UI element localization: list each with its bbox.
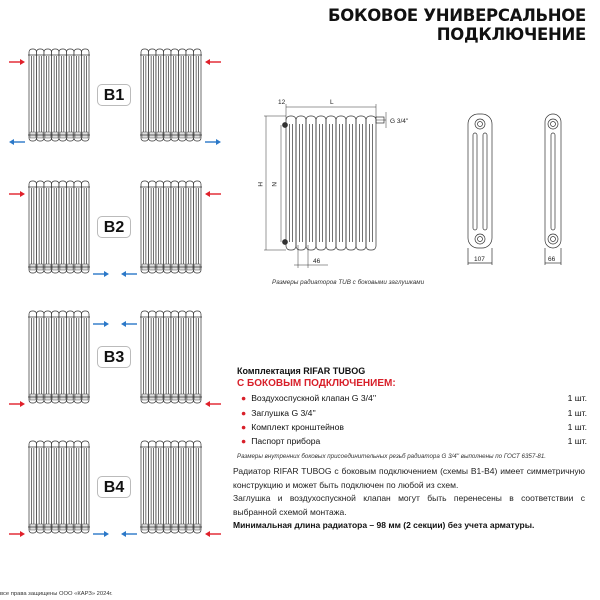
radiator-left-b1 [27,48,91,142]
dim-length: L [330,99,334,106]
bullet-icon: ● [241,393,247,404]
return-arrow-icon [93,314,109,320]
radiator-left-b2 [27,180,91,274]
bullet-icon: ● [241,436,247,447]
scheme-label: B2 [97,216,131,238]
supply-arrow-icon [9,524,25,530]
radiator-left-b3 [27,310,91,404]
dim-offset: 12 [278,99,286,106]
kit-item-qty: 1 шт. [567,436,587,447]
dim-height: H [256,182,263,187]
return-arrow-icon [205,132,221,138]
kit-note: Размеры внутренних боковых присоединительных резьб радиатора G 3/4'' выполнены по ГОСТ 6357-81. [237,453,546,461]
scheme-label: B3 [97,346,131,368]
kit-item: ● Комплект кронштейнов 1 шт. [241,421,587,432]
kit-item-qty: 1 шт. [567,421,587,432]
page-title: БОКОВОЕ УНИВЕРСАЛЬНОЕ ПОДКЛЮЧЕНИЕ [328,6,586,44]
kit-subheading: С БОКОВЫМ ПОДКЛЮЧЕНИЕМ: [237,378,396,389]
kit-item: ● Воздухоспускной клапан G 3/4'' 1 шт. [241,393,587,404]
dimension-lines [264,104,386,268]
scheme-label: B1 [97,84,131,106]
copyright: все права защищены ООО «КАРЗ» 2024г. [0,591,113,597]
kit-contents [237,366,587,460]
kit-item: ● Паспорт прибора 1 шт. [241,436,587,447]
supply-arrow-icon [205,184,221,190]
supply-arrow-icon [9,394,25,400]
bullet-icon: ● [241,421,247,432]
supply-arrow-icon [205,52,221,58]
radiator-right-b3 [139,310,203,404]
return-arrow-icon [121,524,137,530]
kit-item-qty: 1 шт. [567,407,587,418]
return-arrow-icon [121,314,137,320]
drawing-caption: Размеры радиаторов TUB с боковыми заглушками [272,279,425,286]
supply-arrow-icon [9,184,25,190]
return-arrow-icon [121,264,137,270]
supply-arrow-icon [205,394,221,400]
radiator-right-b1 [139,48,203,142]
radiator-right-b2 [139,180,203,274]
supply-arrow-icon [9,52,25,58]
kit-item: ● Заглушка G 3/4'' 1 шт. [241,407,587,418]
thread-size: G 3/4'' [390,118,409,125]
supply-arrow-icon [205,524,221,530]
dim-depth-3: 107 [474,256,485,263]
dimension-drawing [250,90,600,278]
radiator-left-b4 [27,440,91,534]
radiator-side-view-3-column [468,114,561,265]
radiator-right-b4 [139,440,203,534]
kit-heading: Комплектация RIFAR TUBOG [237,366,366,376]
radiator-front-view [283,116,385,250]
description: Радиатор RIFAR TUBOG с боковым подключением (схемы B1-B4) имеет симметричную конструкцию и может быть подключен по любой из схем. Заглушка и воздухоспускной клапан могут быть перенесены в соответствии с выбранной схемой монтажа. Минимальная длина радиатора – 98 мм (2 секции) без учета арматуры. [233,466,585,530]
return-arrow-icon [93,264,109,270]
kit-item-qty: 1 шт. [567,393,587,404]
dim-section: 46 [313,258,321,265]
scheme-label: B4 [97,476,131,498]
dim-axis: N [270,182,277,187]
dim-depth-2: 66 [548,256,556,263]
return-arrow-icon [9,132,25,138]
return-arrow-icon [93,524,109,530]
bullet-icon: ● [241,407,247,418]
